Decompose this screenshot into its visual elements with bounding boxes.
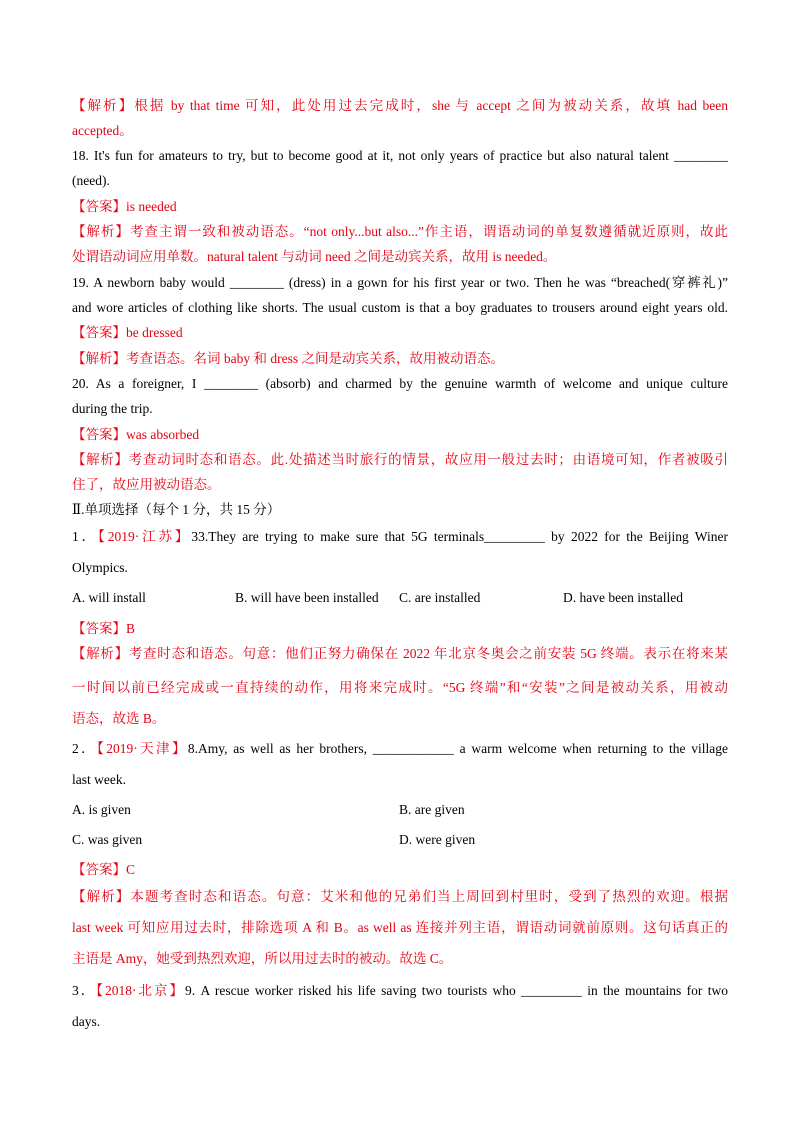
text-line: 【解析】考查主谓一致和被动语态。“not only...but also...”作主语，谓语动词的单复数遵循就近原则，故此: [72, 224, 728, 239]
question-source: 【2019·江苏】: [98, 529, 192, 544]
answer-option: A. will install: [72, 590, 146, 605]
text-line: 【解析】考查时态和语态。句意：他们正努力确保在 2022 年北京冬奥会之前安装 5G 终端。表示在将来某: [72, 646, 728, 661]
question-source: 【2019·天津】: [97, 741, 188, 756]
text-line: days.: [72, 1014, 101, 1029]
text-line: 20. As a foreigner, I ________ (absorb) and charmed by the genuine warmth of welcome and unique culture: [72, 376, 728, 391]
text-line: Olympics.: [72, 560, 128, 575]
question-text: 9. A rescue worker risked his life saving two tourists who _________ in the mountains for two: [184, 983, 728, 998]
text-line: accepted。: [72, 123, 133, 138]
answer-option: D. have been installed: [563, 590, 683, 605]
answer-option: A. is given: [72, 802, 131, 817]
text-line: [72, 982, 728, 1000]
text-line: 【答案】be dressed: [72, 325, 183, 340]
question-text: 33.They are trying to make sure that 5G terminals_________ by 2022 for the Beijing Winer: [191, 529, 728, 544]
answer-option: C. are installed: [399, 590, 481, 605]
text-line: 处谓语动词应用单数。natural talent 与动词 need 之间是动宾关系，故用 is needed。: [72, 249, 557, 264]
question-source: 【2018·北京】: [96, 983, 185, 998]
text-line: [72, 740, 728, 758]
answer-option: D. were given: [399, 832, 476, 847]
question-number: 1．: [72, 529, 99, 544]
answer-option: B. will have been installed: [235, 590, 379, 605]
question-number: 2．: [72, 741, 98, 756]
text-line: (need).: [72, 173, 110, 188]
question-text: 8.Amy, as well as her brothers, ____________ a warm welcome when returning to the village: [187, 741, 729, 756]
text-line: last week 可知应用过去时，排除选项 A 和 B。as well as 连接并列主语，谓语动词就前原则。这句话真正的: [72, 920, 728, 935]
text-line: 主语是 Amy，她受到热烈欢迎，所以用过去时的被动。故选 C。: [72, 951, 453, 966]
text-line: Ⅱ.单项选择（每个 1 分，共 15 分）: [72, 502, 281, 517]
text-line: 【解析】考查动词时态和语态。此.处描述当时旅行的情景，故应用一般过去时；由语境可知，作者被吸引: [72, 452, 728, 467]
text-line: 19. A newborn baby would ________ (dress) in a gown for his first year or two. Then he was “breached(穿裤礼)”: [72, 275, 728, 290]
text-line: and wore articles of clothing like shorts. The usual custom is that a boy graduates to trousers around eight years old.: [72, 300, 728, 315]
text-line: 语态，故选 B。: [72, 711, 166, 726]
answer-option: B. are given: [399, 802, 465, 817]
text-line: during the trip.: [72, 401, 153, 416]
question-number: 3．: [72, 983, 97, 998]
text-line: 住了，故应用被动语态。: [72, 477, 221, 492]
text-line: [72, 528, 728, 546]
text-line: 【解析】本题考查时态和语态。句意：艾米和他的兄弟们当上周回到村里时，受到了热烈的欢迎。根据: [72, 889, 728, 904]
text-line: 一时间以前已经完成或一直持续的动作，用将来完成时。“5G 终端”和“安装”之间是被动关系，用被动: [72, 680, 728, 695]
text-line: 【答案】was absorbed: [72, 427, 200, 442]
text-line: 【解析】根据 by that time 可知，此处用过去完成时，she 与 accept 之间为被动关系，故填 had been: [72, 98, 728, 113]
text-line: 【解析】考查语态。名词 baby 和 dress 之间是动宾关系，故用被动语态。: [72, 351, 504, 366]
text-line: 【答案】B: [72, 621, 136, 636]
text-line: 【答案】C: [72, 862, 136, 877]
text-line: 18. It's fun for amateurs to try, but to become good at it, not only years of practice but also natural talent ________: [72, 148, 728, 163]
answer-option: C. was given: [72, 832, 143, 847]
text-line: 【答案】is needed: [72, 199, 177, 214]
text-line: last week.: [72, 772, 126, 787]
